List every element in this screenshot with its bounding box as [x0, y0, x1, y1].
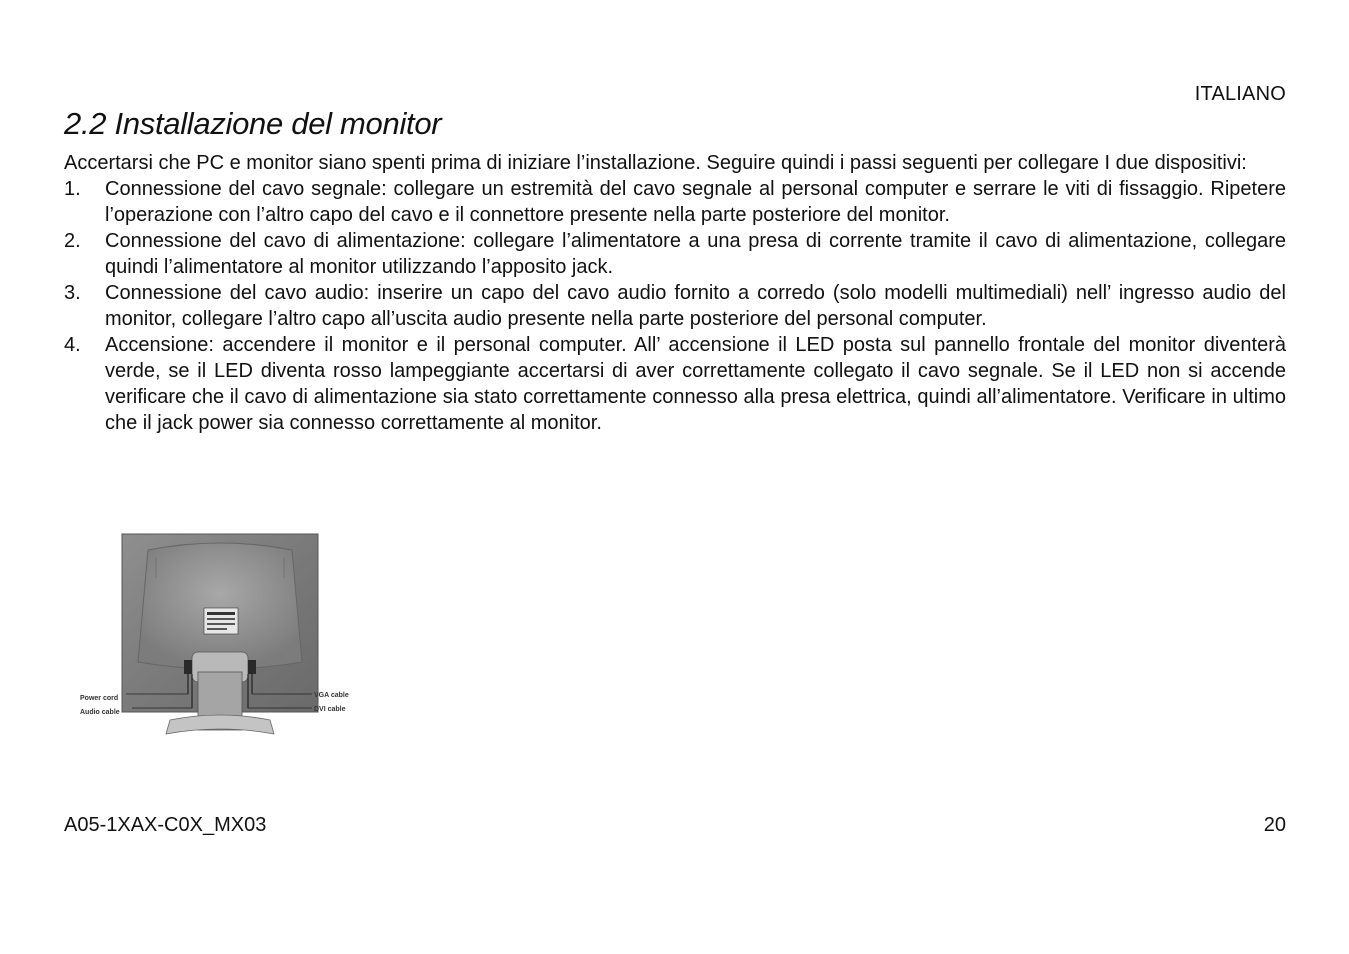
step-text: Connessione del cavo di alimentazione: collegare l’alimentatore a una presa di corrente tramite il cavo di alimentazione, collegare quindi l’alimentatore al monitor utilizzando l’apposito jack. [105, 230, 1286, 278]
section-body [64, 150, 1286, 436]
installation-steps [64, 176, 1286, 436]
step-text: Connessione del cavo audio: inserire un capo del cavo audio fornito a corredo (solo modelli multimediali) nell’ ingresso audio del monitor, collegare l’altro capo all’uscita audio presente nella parte posteriore del personal computer. [105, 282, 1286, 330]
step-item [64, 332, 1286, 436]
power-connector [184, 660, 192, 674]
vga-cable-label: VGA cable [314, 692, 349, 699]
power-cord-label: Power cord [80, 695, 119, 702]
section-title: 2.2 Installazione del monitor [64, 106, 442, 141]
step-text: Connessione del cavo segnale: collegare un estremità del cavo segnale al personal computer e serrare le viti di fissaggio. Ripetere l’operazione con l’altro capo del cavo e il connettore presente nella parte posteriore del monitor. [105, 178, 1286, 226]
vga-connector [248, 660, 256, 674]
product-label [204, 608, 238, 634]
step-number: 3. [64, 282, 81, 304]
step-text: Accensione: accendere il monitor e il personal computer. All’ accensione il LED posta sul pannello frontale del monitor diventerà verde, se il LED diventa rosso lampeggiante accertarsi di aver correttamente collegato il cavo segnale. Se il LED non si accende verificare che il cavo di alimentazione sia stato correttamente connesso alla presa elettrica, quindi all’alimentatore. Verificare in ultimo che il jack power sia connesso correttamente al monitor. [105, 334, 1286, 434]
document-code: A05-1XAX-C0X_MX03 [64, 814, 267, 836]
step-number: 4. [64, 334, 81, 356]
step-item [64, 280, 1286, 332]
dvi-cable-label: DVI cable [314, 706, 346, 713]
language-label: ITALIANO [1194, 83, 1286, 105]
step-number: 2. [64, 230, 81, 252]
step-number: 1. [64, 178, 81, 200]
page-number: 20 [1263, 814, 1286, 836]
audio-cable-label: Audio cable [80, 709, 120, 716]
monitor-rear-illustration [70, 522, 370, 742]
intro-paragraph: Accertarsi che PC e monitor siano spenti prima di iniziare l’installazione. Seguire quindi i passi seguenti per collegare I due dispositivi: [64, 152, 1247, 174]
step-item [64, 176, 1286, 228]
rear-housing [138, 543, 302, 669]
stand-base [166, 715, 274, 734]
step-item [64, 228, 1286, 280]
monitor-rear-figure [70, 522, 370, 742]
